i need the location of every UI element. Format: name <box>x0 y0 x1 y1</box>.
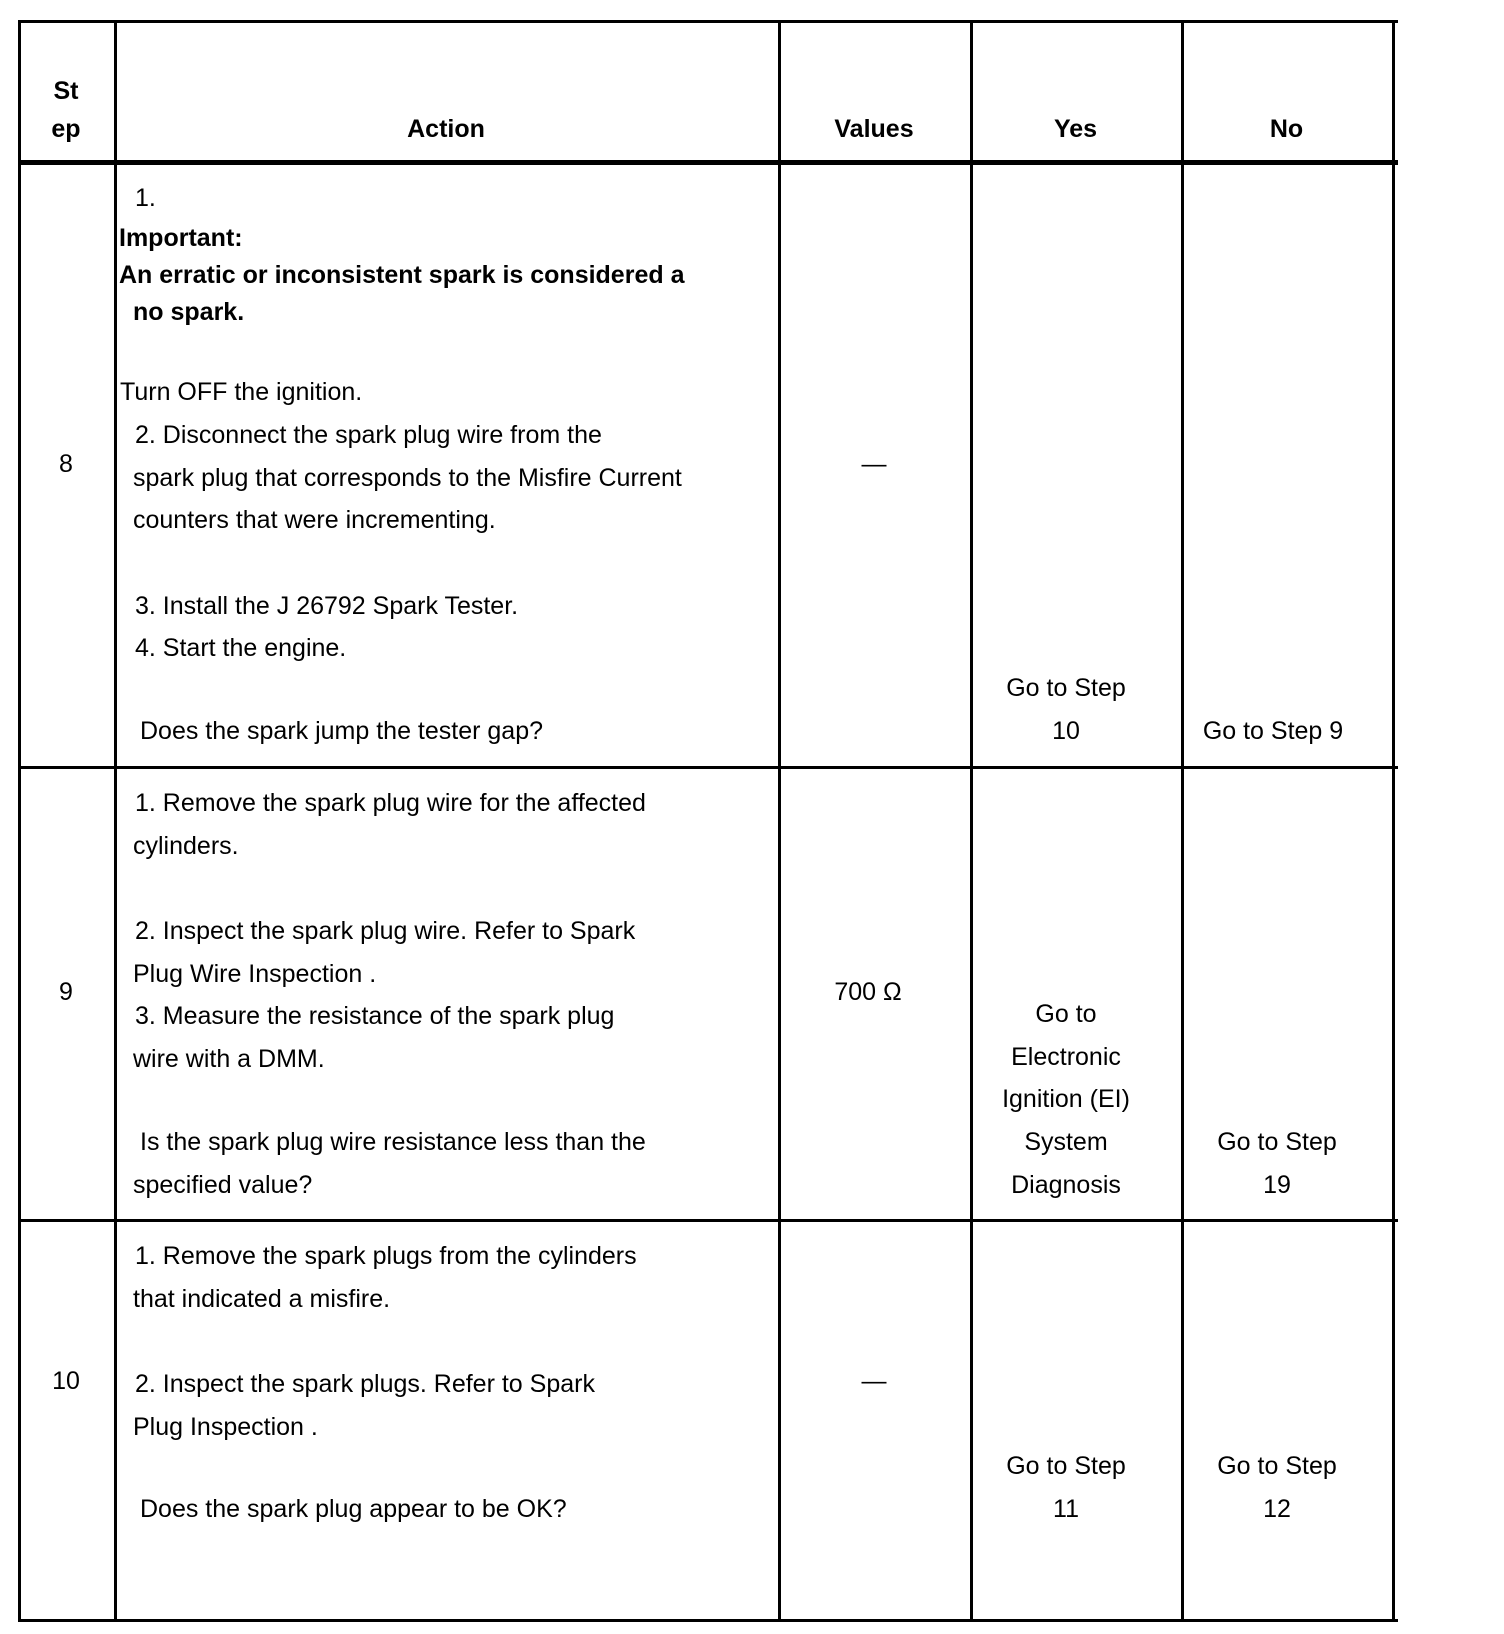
action-line: wire with a DMM. <box>133 1045 325 1073</box>
header-step-line1: St <box>53 77 79 105</box>
header-action: Action <box>407 115 485 143</box>
values-cell: — <box>861 1367 887 1395</box>
header-divider <box>18 160 1398 165</box>
column-divider <box>114 20 117 1622</box>
action-line: Plug Wire Inspection . <box>133 960 377 988</box>
important-text: no spark. <box>133 298 245 326</box>
yes-cell-line: Diagnosis <box>1011 1171 1121 1199</box>
no-cell-line: Go to Step <box>1217 1128 1337 1156</box>
diagnostic-table <box>18 20 1398 1622</box>
yes-cell-line: Go to Step <box>1006 1452 1126 1480</box>
values-cell: — <box>861 450 887 478</box>
action-line: Turn OFF the ignition. <box>120 378 363 406</box>
yes-cell-line: System <box>1024 1128 1108 1156</box>
action-line: spark plug that corresponds to the Misfire Current <box>133 464 682 492</box>
yes-cell-line: 10 <box>1052 717 1080 745</box>
action-line: 4. Start the engine. <box>135 634 347 662</box>
step-number: 10 <box>52 1367 80 1395</box>
table-border-right <box>1392 20 1395 1622</box>
action-line: 2. Disconnect the spark plug wire from the <box>135 421 602 449</box>
yes-cell-line: Electronic <box>1011 1043 1121 1071</box>
values-cell: 700 Ω <box>834 978 902 1006</box>
action-line: 1. Remove the spark plug wire for the affected <box>135 789 646 817</box>
yes-cell-line: Ignition (EI) <box>1002 1085 1130 1113</box>
header-values: Values <box>834 115 914 143</box>
action-question: Does the spark jump the tester gap? <box>140 717 544 745</box>
table-border-bottom <box>18 1619 1398 1622</box>
important-text: An erratic or inconsistent spark is considered a <box>119 261 685 289</box>
important-label: Important: <box>119 224 243 252</box>
no-cell-line: 12 <box>1263 1495 1291 1523</box>
action-line: 1. <box>135 184 156 212</box>
action-line: counters that were incrementing. <box>133 506 496 534</box>
action-question: Is the spark plug wire resistance less than the <box>140 1128 646 1156</box>
no-cell-line: Go to Step <box>1217 1452 1337 1480</box>
no-cell-line: Go to Step 9 <box>1202 717 1344 745</box>
step-number: 9 <box>59 978 73 1006</box>
action-line: 3. Install the J 26792 Spark Tester. <box>135 592 519 620</box>
column-divider <box>970 20 973 1622</box>
action-line: 2. Inspect the spark plugs. Refer to Spark <box>135 1370 595 1398</box>
table-border-top <box>18 20 1398 23</box>
action-line: Plug Inspection . <box>133 1413 318 1441</box>
action-line: that indicated a misfire. <box>133 1285 391 1313</box>
header-step-line2: ep <box>51 115 81 143</box>
yes-cell-line: Go to <box>1035 1000 1097 1028</box>
header-yes: Yes <box>1053 115 1098 143</box>
action-line: 2. Inspect the spark plug wire. Refer to Spark <box>135 917 636 945</box>
action-line: 3. Measure the resistance of the spark plug <box>135 1002 615 1030</box>
column-divider <box>1181 20 1184 1622</box>
action-question: specified value? <box>133 1171 313 1199</box>
row-divider <box>18 1219 1398 1222</box>
yes-cell-line: 11 <box>1053 1495 1079 1523</box>
step-number: 8 <box>59 450 73 478</box>
yes-cell-line: Go to Step <box>1006 674 1126 702</box>
action-line: 1. Remove the spark plugs from the cylinders <box>135 1242 637 1270</box>
header-no: No <box>1269 115 1304 143</box>
no-cell-line: 19 <box>1263 1171 1291 1199</box>
action-line: cylinders. <box>133 832 239 860</box>
action-question: Does the spark plug appear to be OK? <box>140 1495 567 1523</box>
row-divider <box>18 766 1398 769</box>
